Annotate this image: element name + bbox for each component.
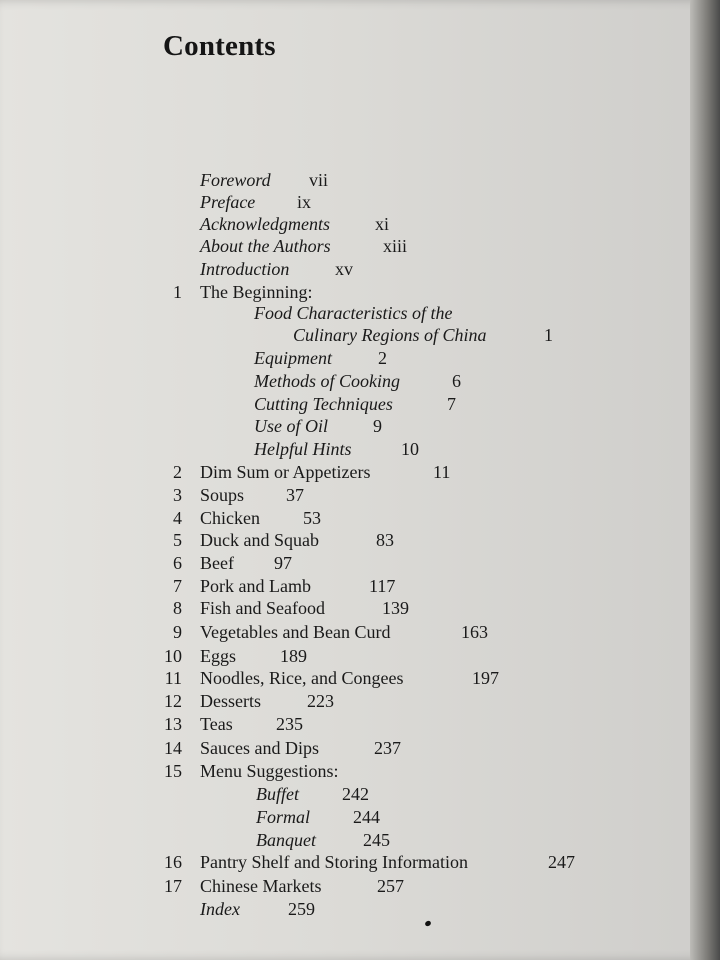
toc-entry-title: Methods of Cooking [254,371,400,391]
toc-entry-title: Introduction [200,259,290,279]
toc-page-number: 53 [303,508,321,528]
toc-page-number: vii [309,170,329,190]
toc-page-number: 257 [377,876,404,896]
page-title: Contents [163,30,276,62]
chapter-number: 2 [173,462,182,482]
toc-page-number: 83 [376,530,394,550]
toc-entry-title: Culinary Regions of China [293,325,487,345]
toc-entry-title: Index [200,899,240,919]
chapter-number: 15 [164,761,182,781]
toc-page-number: 11 [433,462,451,482]
toc-entry-title: Fish and Seafood [200,598,325,618]
chapter-number: 1 [173,282,182,302]
toc-page-number: 247 [548,852,575,872]
toc-page-number: 244 [353,807,380,827]
toc-entry-title: Foreword [200,170,271,190]
toc-entry-title: Beef [200,553,234,573]
chapter-number: 9 [173,622,182,642]
chapter-number: 14 [164,738,182,758]
toc-page-number: ix [297,192,312,212]
toc-entry-title: Noodles, Rice, and Congees [200,668,404,688]
chapter-number: 11 [164,668,182,688]
toc-entry-title: Eggs [200,646,236,666]
toc-page-number: xiii [383,236,408,256]
toc-entry-title: Desserts [200,691,261,711]
chapter-number: 12 [164,691,182,711]
toc-page-number: xv [335,259,353,279]
toc-page-number: 235 [276,714,303,734]
chapter-number: 5 [173,530,182,550]
page-edge-shadow [690,0,720,960]
toc-page-number: 197 [472,668,499,688]
toc-entry-title: Sauces and Dips [200,738,319,758]
toc-page-number: 117 [369,576,396,596]
toc-page-number: 10 [401,439,419,459]
toc-entry-title: Chicken [200,508,260,528]
toc-page-number: 7 [447,394,456,414]
toc-page-number: 139 [382,598,409,618]
toc-entry-title: Buffet [256,784,299,804]
toc-entry-title: Acknowledgments [200,214,330,234]
toc-page-number: 237 [374,738,401,758]
toc-page-number: 189 [280,646,307,666]
toc-page-number: 242 [342,784,369,804]
chapter-number: 4 [173,508,182,528]
toc-entry-title: Equipment [254,348,332,368]
chapter-number: 17 [164,876,182,896]
toc-page-number: xi [375,214,390,234]
toc-entry-title: Pantry Shelf and Storing Information [200,852,468,872]
chapter-number: 7 [173,576,182,596]
toc-entry-title: About the Authors [200,236,331,256]
chapter-number: 10 [164,646,182,666]
toc-page-number: 1 [544,325,553,345]
toc-entry-title: Helpful Hints [254,439,352,459]
chapter-number: 3 [173,485,182,505]
toc-entry-title: Cutting Techniques [254,394,393,414]
chapter-number: 8 [173,598,182,618]
toc-page-number: 245 [363,830,390,850]
chapter-number: 6 [173,553,182,573]
toc-entry-title: Banquet [256,830,316,850]
toc-entry-title: Vegetables and Bean Curd [200,622,391,642]
toc-entry-title: Food Characteristics of the [254,303,453,323]
toc-page-number: 9 [373,416,382,436]
toc-page-number: 163 [461,622,488,642]
toc-page-number: 223 [307,691,334,711]
toc-page-number: 2 [378,348,387,368]
toc-entry-title: Duck and Squab [200,530,319,550]
toc-entry-title: Preface [200,192,256,212]
toc-entry-title: Use of Oil [254,416,328,436]
chapter-number: 13 [164,714,182,734]
toc-page-number: 97 [274,553,292,573]
toc-page-number: 37 [286,485,304,505]
toc-entry-title: Teas [200,714,233,734]
toc-page-number: 6 [452,371,461,391]
toc-entry-title: Pork and Lamb [200,576,311,596]
toc-entry-title: Soups [200,485,245,505]
toc-entry-title: Formal [256,807,310,827]
toc-entry-title: Dim Sum or Appetizers [200,462,371,482]
toc-page-number: 259 [288,899,315,919]
toc-entry-title: Menu Suggestions: [200,761,339,781]
toc-entry-title: The Beginning: [200,282,313,302]
toc-entry-title: Chinese Markets [200,876,322,896]
chapter-number: 16 [164,852,182,872]
